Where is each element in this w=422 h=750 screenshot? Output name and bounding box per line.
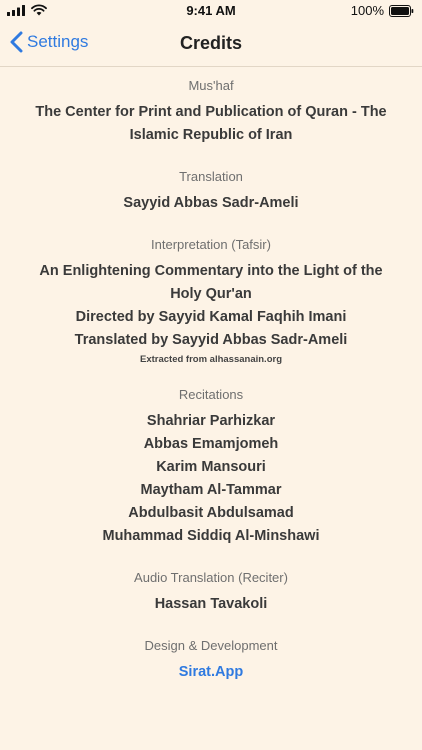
credit-line: Hassan Tavakoli: [154, 596, 268, 612]
credits-content: [0, 78, 422, 706]
section-heading: Mus'haf: [188, 78, 234, 93]
developer-link[interactable]: Sirat.App: [178, 664, 244, 680]
section-interpretation: [0, 237, 422, 365]
reciter-name: Maytham Al-Tammar: [140, 482, 282, 498]
section-heading: Audio Translation (Reciter): [134, 570, 288, 585]
section-recitations: [0, 387, 422, 548]
reciter-name: Muhammad Siddiq Al-Minshawi: [102, 528, 320, 544]
reciter-name: Karim Mansouri: [156, 459, 266, 475]
section-translation: [0, 169, 422, 215]
back-button-label: Settings: [27, 32, 89, 51]
navigation-bar: [0, 22, 422, 67]
status-time: 9:41 AM: [186, 3, 236, 18]
status-right: [351, 3, 414, 18]
section-heading: Interpretation (Tafsir): [151, 237, 271, 252]
credit-line: An Enlightening Commentary into the Light of the Holy Qur'an: [39, 263, 383, 302]
section-audio-translation: [0, 570, 422, 616]
section-design-development: [0, 638, 422, 684]
reciter-name: Shahriar Parhizkar: [146, 413, 276, 429]
page-title: Credits: [179, 33, 242, 53]
credit-line: Directed by Sayyid Kamal Faqhih Imani: [75, 309, 347, 325]
status-bar: [0, 0, 422, 22]
reciter-name: Abdulbasit Abdulsamad: [128, 505, 294, 521]
section-heading: Recitations: [178, 387, 244, 402]
battery-icon: [389, 5, 414, 17]
section-heading: Design & Development: [144, 638, 278, 653]
credit-line: The Center for Print and Publication of Quran - The Islamic Republic of Iran: [35, 104, 387, 143]
section-heading: Translation: [179, 169, 243, 184]
credit-line: Sayyid Abbas Sadr-Ameli: [123, 195, 299, 211]
source-note: Extracted from alhassanain.org: [139, 354, 283, 365]
reciter-name: Abbas Emamjomeh: [143, 436, 279, 452]
section-mushaf: [0, 78, 422, 147]
battery-percent: 100%: [350, 3, 384, 18]
credit-line: Translated by Sayyid Abbas Sadr-Ameli: [74, 332, 348, 348]
